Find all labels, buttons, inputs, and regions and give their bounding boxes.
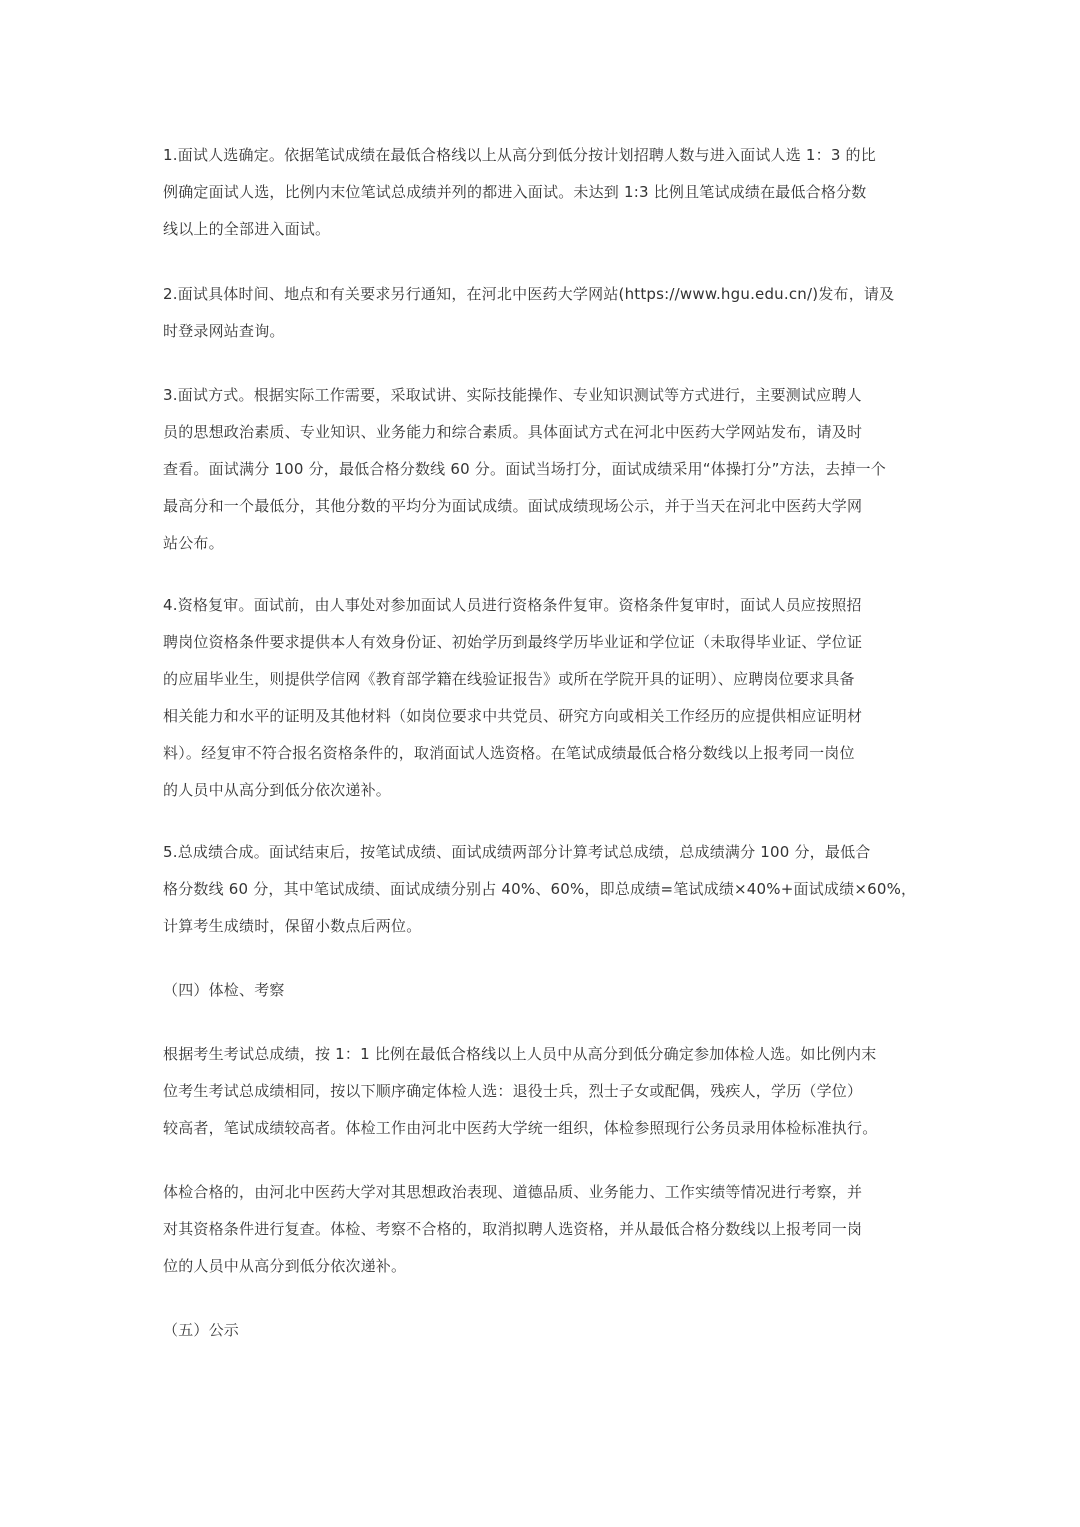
paragraph-physical-exam-selection: 根据考生考试总成绩，按 1：1 比例在最低合格线以上人员中从高分到低分确定参加体检人选。如比例内末 位考生考试总成绩相同，按以下顺序确定体检人选：退役士兵，烈士子女或配偶，残疾人，学历（学位） 较高者，笔试成绩较高者。体检工作由河北中医药大学统一组织，体检参照现行公务员录用体检标准执行。 (163, 1045, 878, 1137)
section-heading-public-notice: （五）公示 (163, 1321, 240, 1339)
paragraph-interview-notice: 2.面试具体时间、地点和有关要求另行通知，在河北中医药大学网站(https://www.hgu.edu.cn/)发布，请及 时登录网站查询。 (163, 285, 895, 340)
paragraph-inspection: 体检合格的，由河北中医药大学对其思想政治表现、道德品质、业务能力、工作实绩等情况进行考察，并 对其资格条件进行复查。体检、考察不合格的，取消拟聘人选资格，并从最低合格分数线以上报考同一岗 位的人员中从高分到低分依次递补。 (163, 1183, 863, 1275)
section-heading-physical-exam: （四）体检、考察 (163, 981, 285, 999)
paragraph-total-score: 5.总成绩合成。面试结束后，按笔试成绩、面试成绩两部分计算考试总成绩，总成绩满分 100 分，最低合 格分数线 60 分，其中笔试成绩、面试成绩分别占 40%、60%，即总成绩=笔试成绩×40%+面试成绩×60%， 计算考生成绩时，保留小数点后两位。 (163, 843, 917, 935)
paragraph-interview-selection: 1.面试人选确定。依据笔试成绩在最低合格线以上从高分到低分按计划招聘人数与进入面试人选 1：3 的比 例确定面试人选，比例内末位笔试总成绩并列的都进入面试。未达到 1:3 比例且笔试成绩在最低合格分数 线以上的全部进入面试。 (163, 146, 876, 238)
paragraph-qualification-review: 4.资格复审。面试前，由人事处对参加面试人员进行资格条件复审。资格条件复审时，面试人员应按照招 聘岗位资格条件要求提供本人有效身份证、初始学历到最终学历毕业证和学位证（未取得毕业证、学位证 的应届毕业生，则提供学信网《教育部学籍在线验证报告》或所在学院开具的证明）、应聘岗位要求具备 相关能力和水平的证明及其他材料（如岗位要求中共党员、研究方向或相关工作经历的应提供相应证明材 料）。经复审不符合报名资格条件的，取消面试人选资格。在笔试成绩最低合格分数线以上报考同一岗位 的人员中从高分到低分依次递补。 (163, 596, 863, 799)
paragraph-interview-method: 3.面试方式。根据实际工作需要，采取试讲、实际技能操作、专业知识测试等方式进行，主要测试应聘人 员的思想政治素质、专业知识、业务能力和综合素质。具体面试方式在河北中医药大学网站发布，请及时 查看。面试满分 100 分，最低合格分数线 60 分。面试当场打分，面试成绩采用“体操打分”方法，去掉一个 最高分和一个最低分，其他分数的平均分为面试成绩。面试成绩现场公示，并于当天在河北中医药大学网 站公布。 (163, 386, 886, 552)
